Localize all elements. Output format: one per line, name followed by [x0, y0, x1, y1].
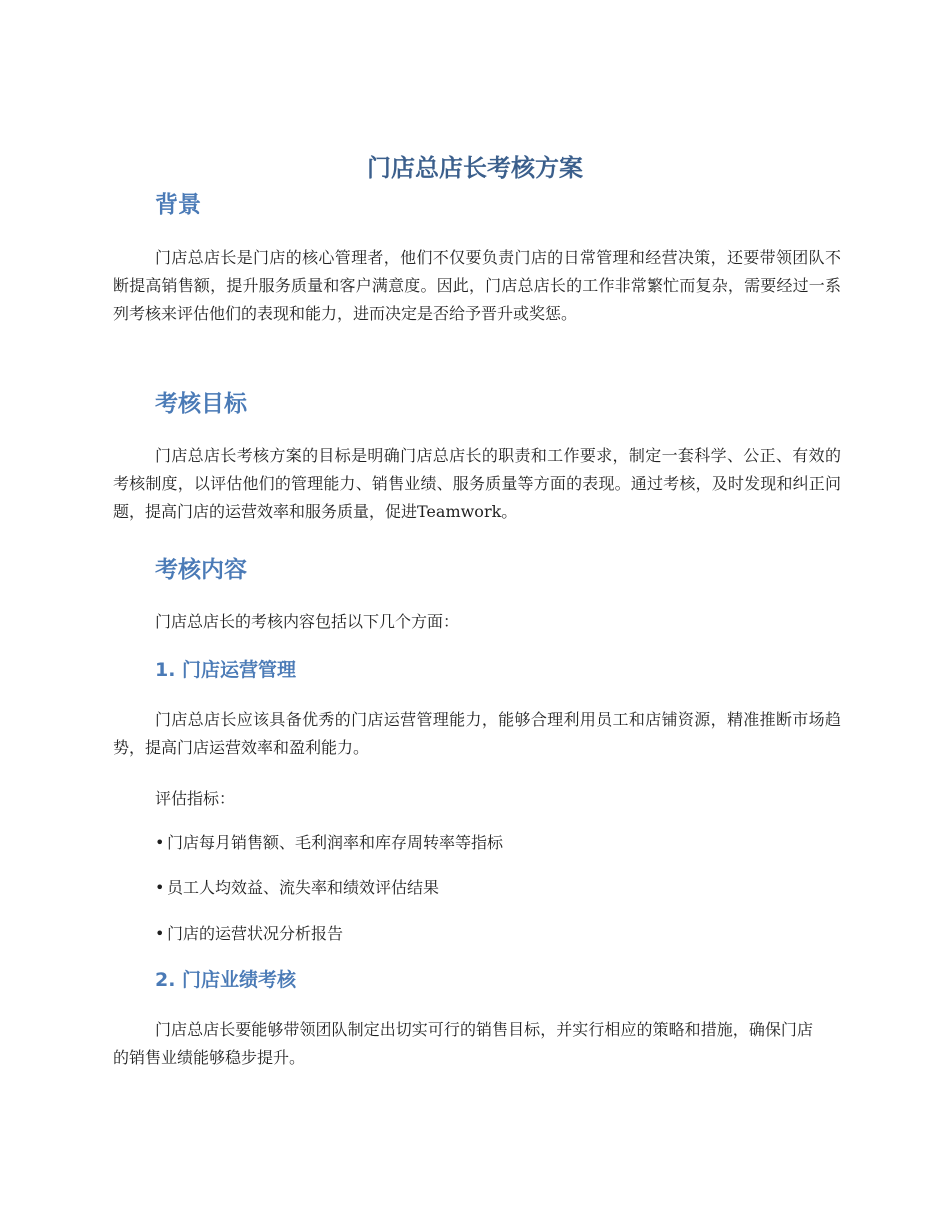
paragraph-goals: 门店总店长考核方案的目标是明确门店总店长的职责和工作要求，制定一套科学、公正、有效的考核制度，以评估他们的管理能力、销售业绩、服务质量等方面的表现。通过考核，及时发现和纠正问题，提高门店的运营效率和服务质量，促进Teamwork。 — [113, 446, 841, 521]
subheading-performance: 2. 门店业绩考核 — [155, 969, 297, 991]
paragraph-operations: 门店总店长应该具备优秀的门店运营管理能力，能够合理利用员工和店铺资源，精准推断市场趋势，提高门店运营效率和盈利能力。 — [113, 710, 841, 757]
paragraph-background: 门店总店长是门店的核心管理者，他们不仅要负责门店的日常管理和经营决策，还要带领团队不断提高销售额，提升服务质量和客户满意度。因此，门店总店长的工作非常繁忙而复杂，需要经过一系列考核来评估他们的表现和能力，进而决定是否给予晋升或奖惩。 — [113, 248, 841, 323]
list-item-text: 门店每月销售额、毛利润率和库存周转率等指标 — [167, 833, 504, 852]
list-item — [155, 920, 343, 948]
paragraph-performance: 门店总店长要能够带领团队制定出切实可行的销售目标，并实行相应的策略和措施，确保门店的销售业绩能够稳步提升。 — [113, 1020, 813, 1067]
bullet-icon: • — [155, 924, 165, 943]
bullet-icon: • — [155, 878, 165, 897]
list-item-text: 门店的运营状况分析报告 — [167, 924, 344, 943]
indicators-label: 评估指标： — [155, 789, 236, 808]
heading-goals: 考核目标 — [155, 391, 247, 417]
heading-background: 背景 — [155, 192, 201, 218]
heading-content: 考核内容 — [155, 557, 247, 583]
list-item — [155, 874, 439, 902]
list-item — [155, 829, 503, 857]
paragraph-content-intro: 门店总店长的考核内容包括以下几个方面： — [155, 612, 460, 631]
document-title: 门店总店长考核方案 — [367, 154, 583, 182]
list-item-text: 员工人均效益、流失率和绩效评估结果 — [167, 878, 440, 897]
subheading-operations: 1. 门店运营管理 — [155, 659, 297, 681]
bullet-icon: • — [155, 833, 165, 852]
